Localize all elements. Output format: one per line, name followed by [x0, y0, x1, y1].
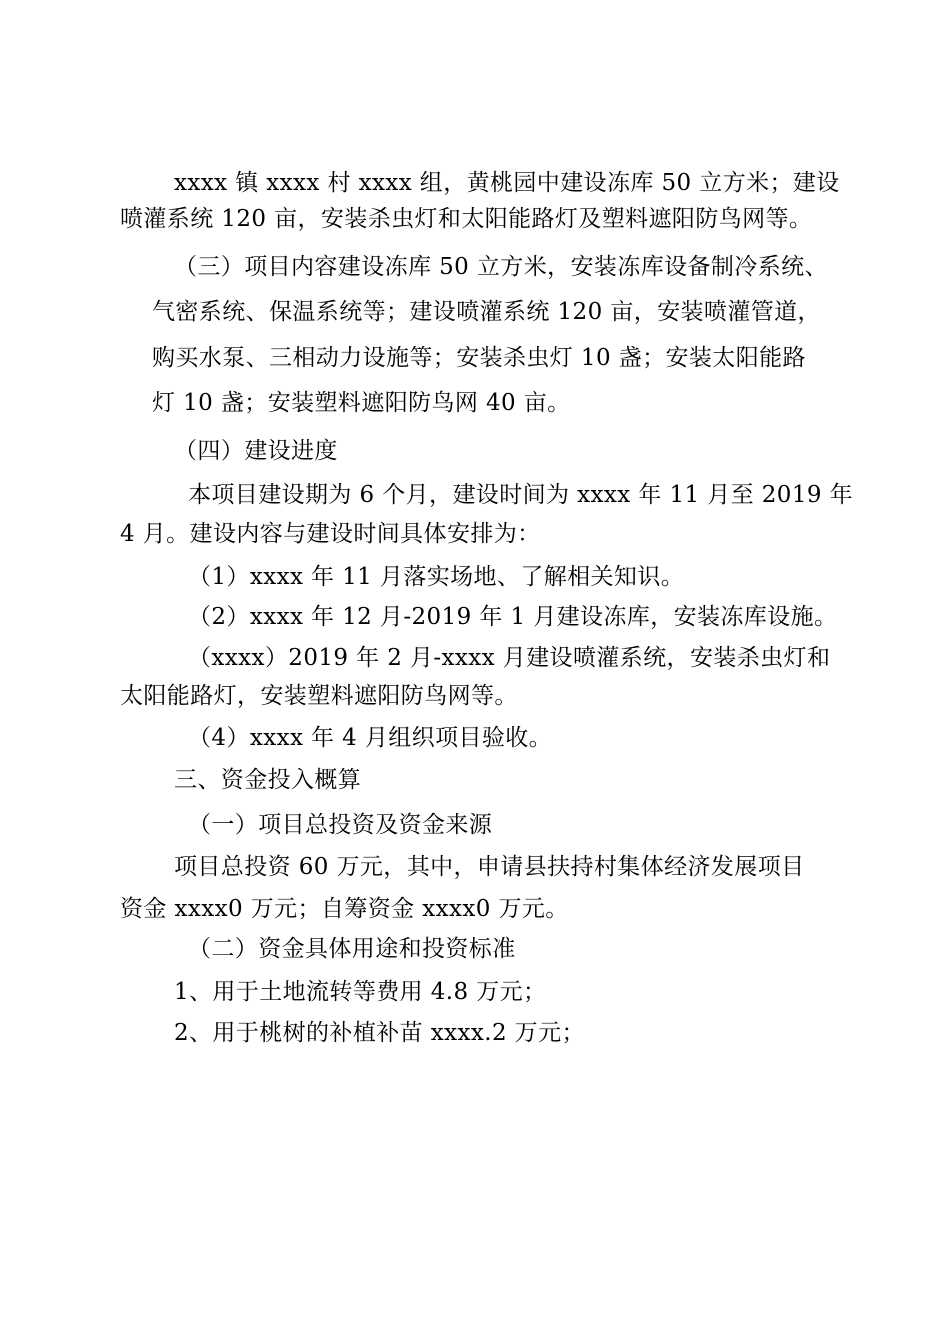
schedule-item: （xxxx）2019 年 2 月-xxxx 月建设喷灌系统，安装杀虫灯和: [188, 645, 831, 671]
section-heading: （四）建设进度: [174, 438, 338, 464]
schedule-item: （4）xxxx 年 4 月组织项目验收。: [188, 725, 553, 751]
body-text-line: 灯 10 盏；安装塑料遮阳防鸟网 40 亩。: [152, 390, 571, 416]
section-heading: （三）项目内容建设冻库 50 立方米，安装冻库设备制冷系统、: [174, 254, 828, 280]
body-text-line: 本项目建设期为 6 个月，建设时间为 xxxx 年 11 月至 2019 年: [188, 482, 854, 508]
schedule-item: （2）xxxx 年 12 月-2019 年 1 月建设冻库，安装冻库设施。: [188, 604, 838, 630]
body-text-line: 气密系统、保温系统等；建设喷灌系统 120 亩，安装喷灌管道，: [152, 299, 821, 325]
chapter-heading: 三、资金投入概算: [174, 767, 362, 793]
schedule-item: （1）xxxx 年 11 月落实场地、了解相关知识。: [188, 564, 685, 590]
body-text-line: 购买水泵、三相动力设施等；安装杀虫灯 10 盏；安装太阳能路: [152, 345, 806, 371]
list-item: 1、用于土地流转等费用 4.8 万元；: [174, 979, 547, 1005]
body-text-line: 资金 xxxx0 万元；自筹资金 xxxx0 万元。: [120, 896, 569, 922]
section-heading: （一）项目总投资及资金来源: [188, 812, 493, 838]
body-text-line: 喷灌系统 120 亩，安装杀虫灯和太阳能路灯及塑料遮阳防鸟网等。: [120, 206, 813, 232]
body-text-line: xxxx 镇 xxxx 村 xxxx 组，黄桃园中建设冻库 50 立方米；建设: [174, 170, 840, 196]
schedule-item: 太阳能路灯，安装塑料遮阳防鸟网等。: [120, 683, 518, 709]
body-text-line: 4 月。建设内容与建设时间具体安排为：: [120, 521, 541, 547]
section-heading: （二）资金具体用途和投资标准: [188, 936, 516, 962]
list-item: 2、用于桃树的补植补苗 xxxx.2 万元；: [174, 1020, 585, 1046]
body-text-line: 项目总投资 60 万元，其中，申请县扶持村集体经济发展项目: [174, 854, 805, 880]
